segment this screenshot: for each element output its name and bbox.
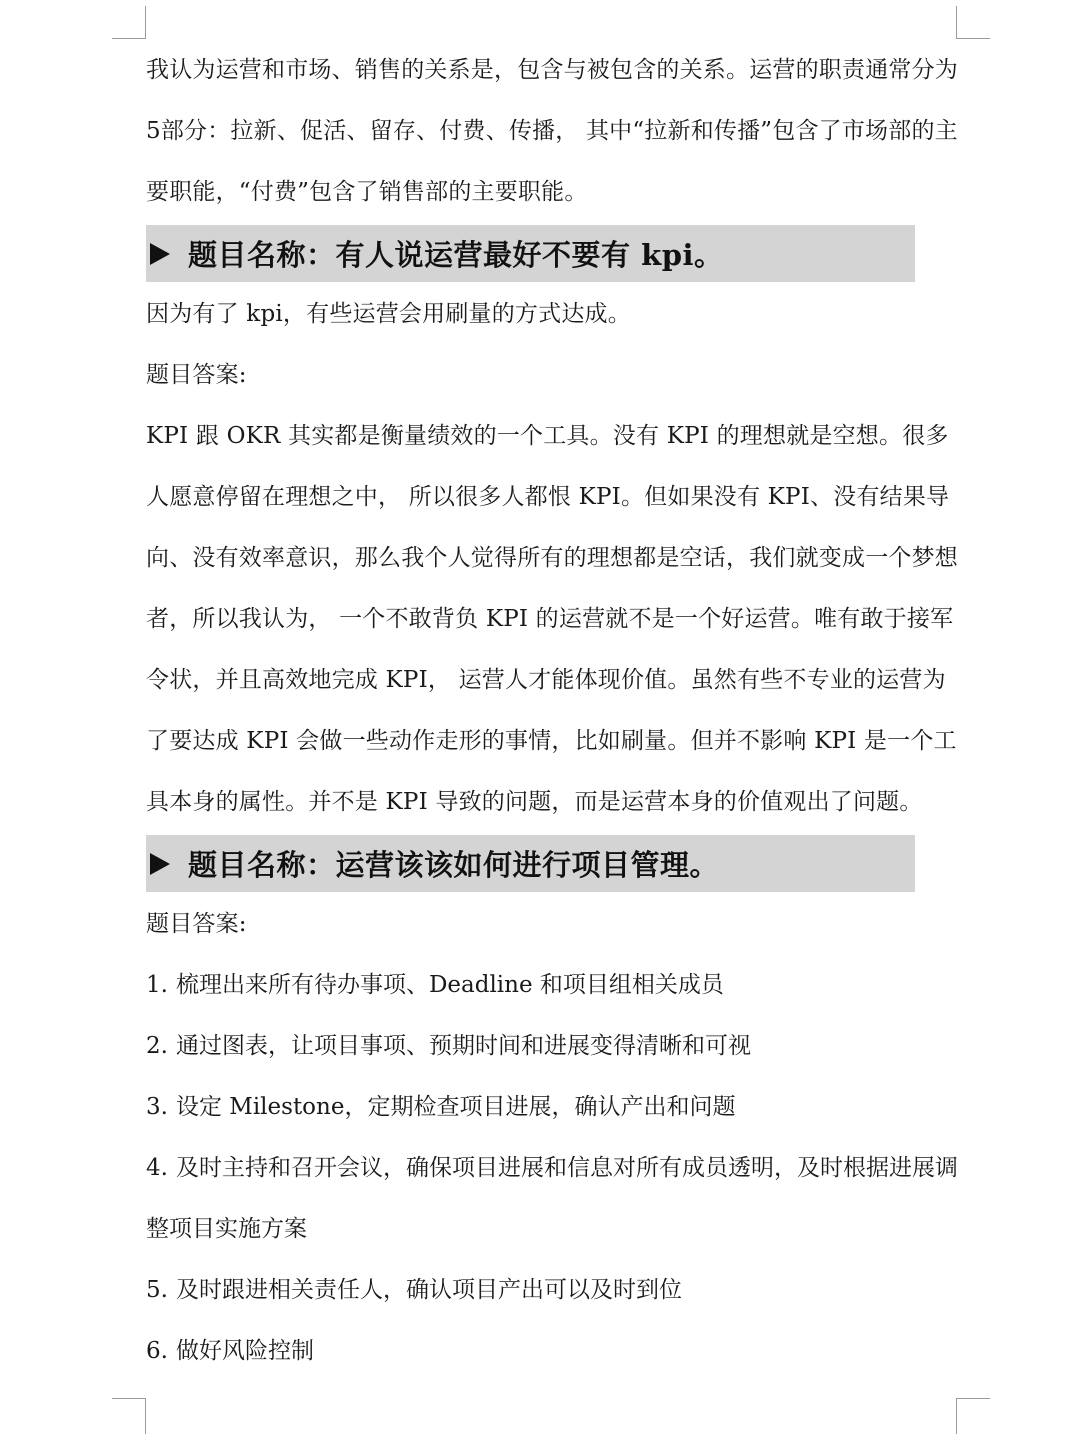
list-item <box>146 1138 966 1260</box>
question-1-answer-label: 题目答案: <box>146 362 247 388</box>
list-item-text: 及时跟进相关责任人，确认项目产出可以及时到位 <box>175 1277 682 1303</box>
arrow-bullet-icon <box>150 243 170 265</box>
list-item <box>146 1321 966 1382</box>
question-1-title: 题目名称：有人说运营最好不要有 kpi。 <box>188 238 724 272</box>
list-item <box>146 1260 966 1321</box>
list-item-number: 4. <box>146 1155 168 1181</box>
list-item-text: 梳理出来所有待办事项、Deadline 和项目组相关成员 <box>175 972 724 998</box>
question-1-answer: KPI 跟 OKR 其实都是衡量绩效的一个工具。没有 KPI 的理想就是空想。很多人愿意停留在理想之中， 所以很多人都恨 KPI。但如果没有 KPI、没有结果导向、没有效率意识，那么我个人觉得所有的理想都是空话，我们就变成一个梦想者，所以我认为， 一个不敢背负 KPI 的运营就不是一个好运营。唯有敢于接军令状，并且高效地完成 KPI， 运营人才能体现价值。虽然有些不专业的运营为了要达成 KPI 会做一些动作走形的事情，比如刷量。但并不影响 KPI 是一个工具本身的属性。并不是 KPI 导致的问题，而是运营本身的价值观出了问题。 <box>146 423 958 815</box>
list-item-number: 2. <box>146 1033 168 1059</box>
question-2-heading <box>146 835 915 892</box>
list-item-number: 6. <box>146 1338 168 1364</box>
list-item-number: 5. <box>146 1277 168 1303</box>
document-page <box>146 40 966 1382</box>
list-item-number: 3. <box>146 1094 168 1120</box>
question-2-title: 题目名称：运营该该如何进行项目管理。 <box>188 848 720 882</box>
list-item-text: 及时主持和召开会议，确保项目进展和信息对所有成员透明，及时根据进展调整项目实施方案 <box>146 1155 958 1242</box>
list-item-text: 做好风险控制 <box>175 1338 314 1364</box>
list-item <box>146 1016 966 1077</box>
arrow-bullet-icon <box>150 853 170 875</box>
intro-paragraph: 我认为运营和市场、销售的关系是，包含与被包含的关系。运营的职责通常分为5部分：拉新、促活、留存、付费、传播， 其中“拉新和传播”包含了市场部的主要职能，“付费”包含了销售部的主要职能。 <box>146 57 958 205</box>
list-item <box>146 1077 966 1138</box>
question-2-answer-label: 题目答案: <box>146 911 247 937</box>
list-item-text: 通过图表，让项目事项、预期时间和进展变得清晰和可视 <box>175 1033 751 1059</box>
question-2-answer-list <box>146 955 966 1382</box>
list-item <box>146 955 966 1016</box>
question-1-description: 因为有了 kpi，有些运营会用刷量的方式达成。 <box>146 301 631 327</box>
question-1-heading <box>146 225 915 282</box>
list-item-text: 设定 Milestone，定期检查项目进展，确认产出和问题 <box>175 1094 736 1120</box>
list-item-number: 1. <box>146 972 168 998</box>
